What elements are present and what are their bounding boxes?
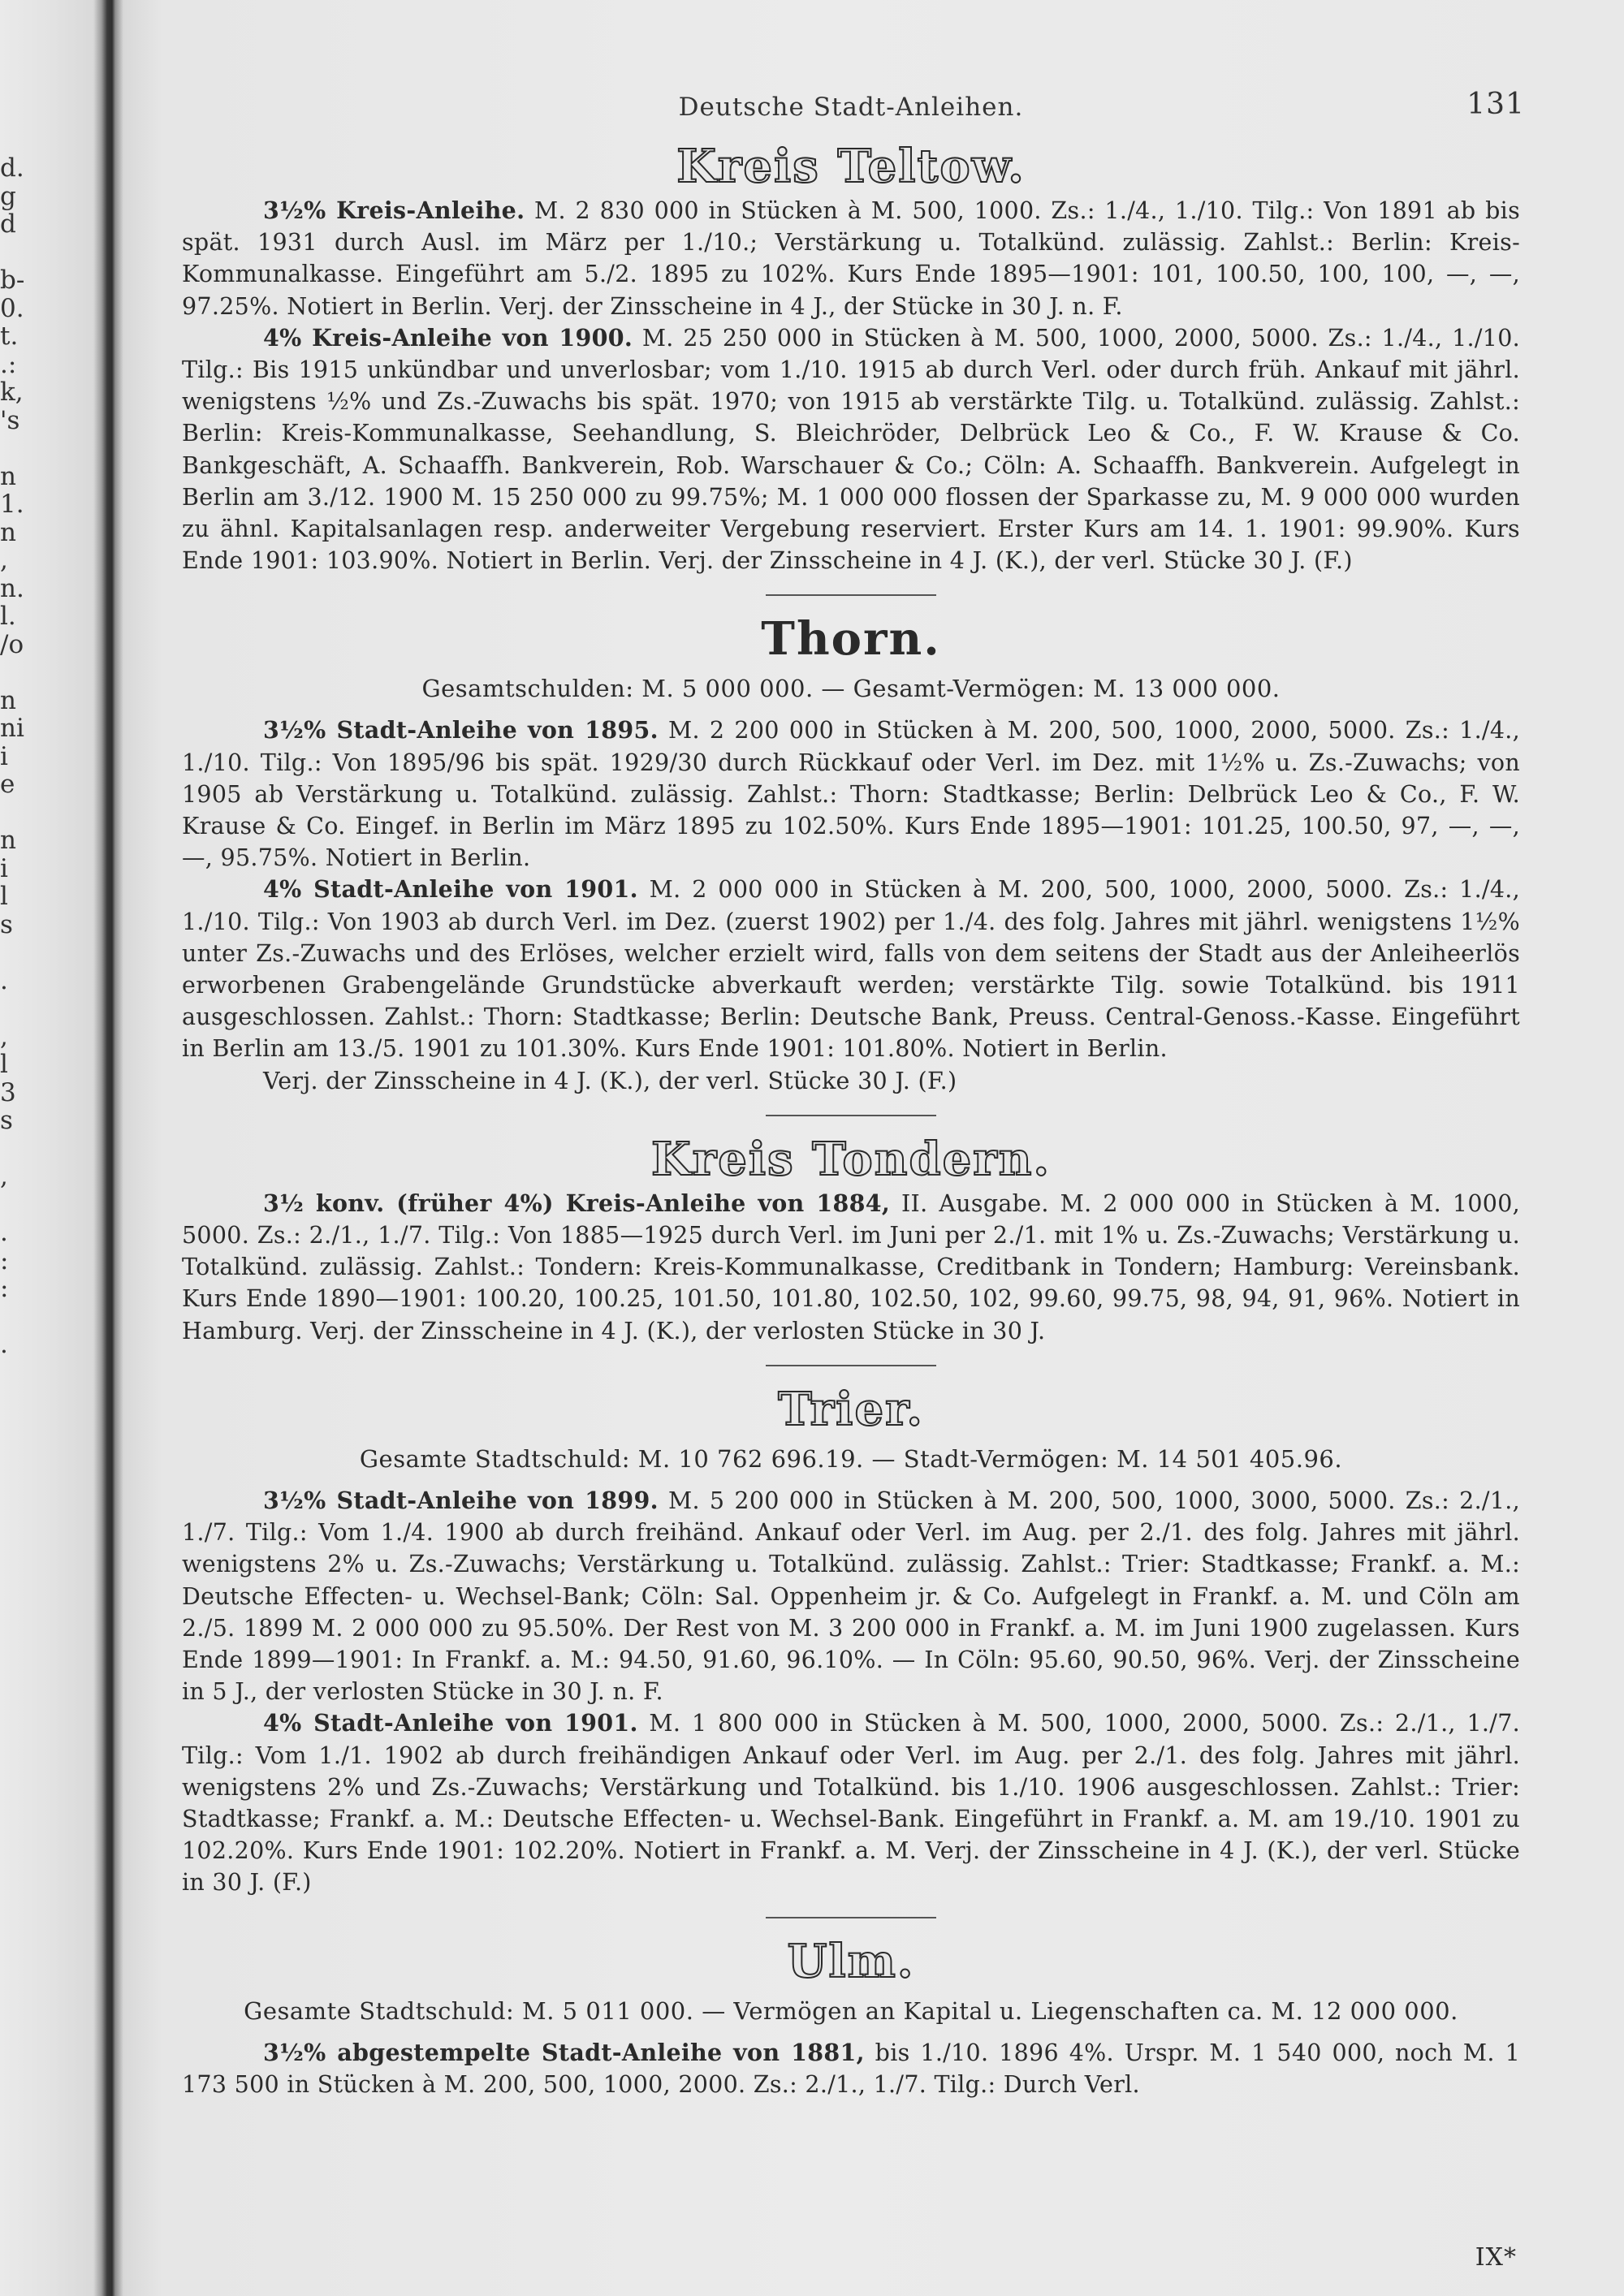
entry-trier-1899: [182, 1485, 1520, 1707]
section-summary-ulm: Gesamte Stadtschuld: M. 5 011 000. — Vermögen an Kapital u. Liegenschaften ca. M. 12 000 000.: [244, 1996, 1458, 2025]
section-kreis-teltow: [182, 138, 1520, 576]
entry-lead: 4% Kreis-Anleihe von 1900.: [263, 323, 633, 352]
entry-thorn-1901: [182, 874, 1520, 1064]
section-ulm: [182, 1933, 1520, 2100]
entry-teltow-1895: [182, 195, 1520, 322]
entry-ulm-1881: [182, 2037, 1520, 2100]
entry-trier-1901: [182, 1707, 1520, 1898]
entry-lead: 3½ konv. (früher 4%) Kreis-Anleihe von 1884,: [263, 1189, 891, 1217]
section-thorn: [182, 611, 1520, 1096]
section-divider: [766, 1917, 936, 1918]
entry-lead: 3½% Stadt-Anleihe von 1899.: [263, 1486, 659, 1514]
entry-text: II. Ausgabe. M. 2 000 000 in Stücken à M. 1000, 5000. Zs.: 2./1., 1./7. Tilg.: Von 1885—1925 durch Verl. im Juni per 2./1. mit 1% u. Zs.-Zuwachs; Verstärkung u. Totalkünd. zulässig. Zahlst.: Tondern: Kreis-Kommunalkasse, Creditbank in Tondern; Hamburg: Vereinsbank. Kurs Ende 1890—1901: 100.20, 100.25, 101.50, 101.80, 102.50, 102, 99.60, 99.75, 98, 94, 91, 96%. Notiert in Hamburg. Verj. der Zinsscheine in 4 J. (K.), der verlosten Stücke in 30 J.: [182, 1189, 1520, 1344]
entry-text: M. 2 830 000 in Stücken à M. 500, 1000. Zs.: 1./4., 1./10. Tilg.: Von 1891 ab bis spät. 1931 durch Ausl. im März per 1./10.; Verstärkung u. Totalkünd. zulässig. Zahlst.: Berlin: Kreis-Kommunalkasse. Eingeführt am 5./2. 1895 zu 102%. Kurs Ende 1895—1901: 101, 100.50, 100, 100, —, —, 97.25%. Notiert in Berlin. Verj. der Zinsscheine in 4 J., der Stücke in 30 J. n. F.: [182, 197, 1520, 320]
section-heading-thorn: Thorn.: [761, 612, 941, 667]
section-kreis-tondern: [182, 1131, 1520, 1347]
section-summary-thorn: Gesamtschulden: M. 5 000 000. — Gesamt-Vermögen: M. 13 000 000.: [421, 675, 1281, 703]
section-heading-ulm: Ulm.: [787, 1934, 915, 1988]
entry-lead: 3½% Kreis-Anleihe.: [263, 196, 525, 224]
entry-lead: 4% Stadt-Anleihe von 1901.: [263, 875, 638, 904]
entry-teltow-1900: [182, 322, 1520, 577]
entry-thorn-note: [182, 1065, 1520, 1097]
running-title: Deutsche Stadt-Anleihen.: [678, 93, 1024, 122]
previous-page-margin-fragments: d. g d b- 0. t. .: k, 's n 1. n , n. l. /o n ni i e n i l s . , l 3 s , . : : .: [0, 153, 25, 1359]
entry-text: M. 2 200 000 in Stücken à M. 200, 500, 1000, 2000, 5000. Zs.: 1./4., 1./10. Tilg.: Von 1895/96 bis spät. 1929/30 durch Rückkauf oder Verl. im Dez. mit 1½% u. Zs.-Zuwachs; von 1905 ab Verstärkung u. Totalkünd. zulässig. Zahlst.: Thorn: Stadtkasse; Berlin: Delbrück Leo & Co., F. W. Krause & Co. Eingef. in Berlin im März 1895 zu 102.50%. Kurs Ende 1895—1901: 101.25, 100.50, 97, —, —, —, 95.75%. Notiert in Berlin.: [182, 717, 1520, 872]
page-number: 131: [1466, 88, 1525, 121]
entry-lead: 3½% Stadt-Anleihe von 1895.: [263, 716, 659, 744]
section-heading-teltow: Kreis Teltow.: [676, 140, 1026, 193]
page-content: [182, 81, 1525, 2100]
section-heading-trier: Trier.: [778, 1382, 924, 1436]
entry-text: M. 1 800 000 in Stücken à M. 500, 1000, 2000, 5000. Zs.: 2./1., 1./7. Tilg.: Vom 1./1. 1902 ab durch freihändigen Ankauf oder Verl. im Aug. per 2./1. des folg. Jahres mit jährl. wenigstens 2% und Zs.-Zuwachs; Verstärkung und Totalkünd. bis 1./10. 1906 ausgeschlossen. Zahlst.: Trier: Stadtkasse; Frankf. a. M.: Deutsche Effecten- u. Wechsel-Bank. Eingeführt in Frankf. a. M. am 19./10. 1901 zu 102.20%. Kurs Ende 1901: 102.20%. Notiert in Frankf. a. M. Verj. der Zinsscheine in 4 J. (K.), der verl. Stücke in 30 J. (F.): [182, 1710, 1520, 1897]
entry-lead: 3½% abgestempelte Stadt-Anleihe von 1881,: [263, 2038, 865, 2066]
entry-text: M. 5 200 000 in Stücken à M. 200, 500, 1000, 3000, 5000. Zs.: 2./1., 1./7. Tilg.: Vom 1./4. 1900 ab durch freihänd. Ankauf oder Verl. im Aug. per 2./1. des folg. Jahres mit jährl. wenigstens 2% u. Zs.-Zuwachs; Verstärkung u. Totalkünd. zulässig. Zahlst.: Trier: Stadtkasse; Frankf. a. M.: Deutsche Effecten- u. Wechsel-Bank; Cöln: Sal. Oppenheim jr. & Co. Aufgelegt in Frankf. a. M. und Cöln am 2./5. 1899 M. 2 000 000 zu 95.50%. Der Rest von M. 3 200 000 in Frankf. a. M. im Juni 1900 zugelassen. Kurs Ende 1899—1901: In Frankf. a. M.: 94.50, 91.60, 96.10%. — In Cöln: 95.60, 90.50, 96%. Verj. der Zinsscheine in 5 J., der verlosten Stücke in 30 J. n. F.: [182, 1487, 1520, 1706]
section-divider: [766, 1115, 936, 1116]
running-head: [182, 81, 1525, 138]
entry-text: Verj. der Zinsscheine in 4 J. (K.), der verl. Stücke 30 J. (F.): [263, 1067, 957, 1094]
section-trier: [182, 1381, 1520, 1899]
section-divider: [766, 594, 936, 596]
entry-tondern-1884: [182, 1188, 1520, 1347]
section-heading-tondern: Kreis Tondern.: [651, 1132, 1051, 1186]
section-summary-trier: Gesamte Stadtschuld: M. 10 762 696.19. — Stadt-Vermögen: M. 14 501 405.96.: [359, 1444, 1343, 1473]
entry-text: bis 1./10. 1896 4%. Urspr. M. 1 540 000, noch M. 1 173 500 in Stücken à M. 200, 500, 1000, 2000. Zs.: 2./1., 1./7. Tilg.: Durch Verl.: [182, 2039, 1520, 2098]
entry-text: M. 2 000 000 in Stücken à M. 200, 500, 1000, 2000, 5000. Zs.: 1./4., 1./10. Tilg.: Von 1903 ab durch Verl. im Dez. (zuerst 1902) per 1./4. des folg. Jahres mit jährl. wenigstens 1½% unter Zs.-Zuwachs und des Erlöses, welcher erzielt wird, falls von dem seitens der Stadt aus der Anleiheerlös erworbenen Grabengelände Grundstücke abverkauft werden; verstärkte Tilg. sowie Totalkünd. bis 1911 ausgeschlossen. Zahlst.: Thorn: Stadtkasse; Berlin: Deutsche Bank, Preuss. Central-Genoss.-Kasse. Eingeführt in Berlin am 13./5. 1901 zu 101.30%. Kurs Ende 1901: 101.80%. Notiert in Berlin.: [182, 876, 1520, 1063]
entry-lead: 4% Stadt-Anleihe von 1901.: [263, 1709, 638, 1737]
signature-mark: IX*: [1475, 2243, 1517, 2272]
section-divider: [766, 1365, 936, 1366]
entry-thorn-1895: [182, 714, 1520, 874]
entry-text: M. 25 250 000 in Stücken à M. 500, 1000, 2000, 5000. Zs.: 1./4., 1./10. Tilg.: Bis 1915 unkündbar und unverlosbar; vom 1./10. 1915 ab durch Verl. oder durch früh. Ankauf mit jährl. wenigstens ½% und Zs.-Zuwachs bis spät. 1970; von 1915 ab verstärkte Tilg. u. Totalkünd. zulässig. Zahlst.: Berlin: Kreis-Kommunalkasse, Seehandlung, S. Bleichröder, Delbrück Leo & Co., F. W. Krause & Co. Bankgeschäft, A. Schaaffh. Bankverein, Rob. Warschauer & Co.; Cöln: A. Schaaffh. Bankverein. Aufgelegt in Berlin am 3./12. 1900 M. 15 250 000 zu 99.75%; M. 1 000 000 flossen der Sparkasse zu, M. 9 000 000 wurden zu ähnl. Kapitalsanlagen resp. anderweiter Vergebung reserviert. Erster Kurs am 14. 1. 1901: 99.90%. Kurs Ende 1901: 103.90%. Notiert in Berlin. Verj. der Zinsscheine in 4 J. (K.), der verl. Stücke 30 J. (F.): [182, 324, 1520, 575]
